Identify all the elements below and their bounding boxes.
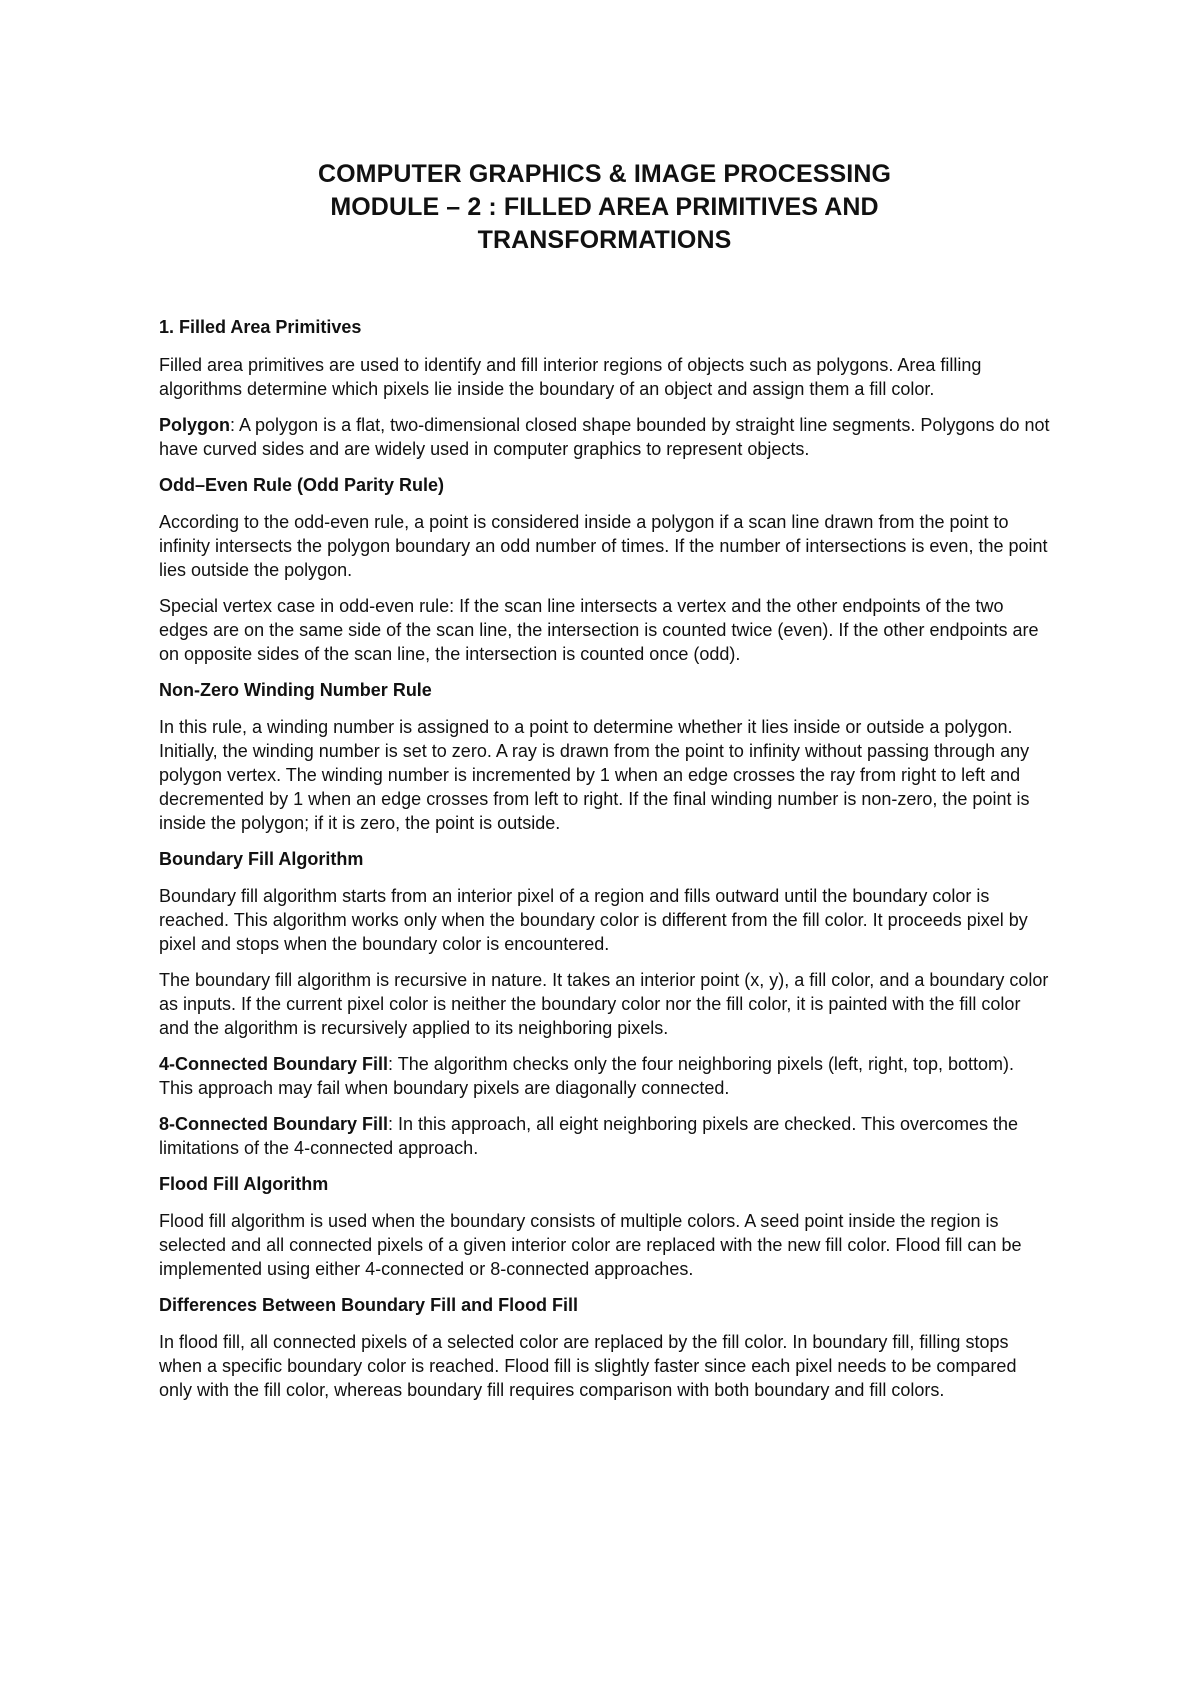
polygon-definition: : A polygon is a flat, two-dimensional closed shape bounded by straight line segments. Polygons do not have curved sides and are widely used in computer graphics to represent objects.	[159, 415, 1050, 459]
paragraph-boundary-fill-recursive: The boundary fill algorithm is recursive in nature. It takes an interior point (x, y), a fill color, and a boundary color as inputs. If the current pixel color is neither the boundary color nor the fill color, it is painted with the fill color and the algorithm is recursively applied to its neighboring pixels.	[159, 970, 1049, 1038]
paragraph-boundary-fill-intro: Boundary fill algorithm starts from an interior pixel of a region and fills outward until the boundary color is reached. This algorithm works only when the boundary color is different from the fill color. It proceeds pixel by pixel and stops when the boundary color is encountered.	[159, 886, 1028, 954]
paragraph-four-connected	[159, 1052, 1050, 1100]
paragraph-differences: In flood fill, all connected pixels of a selected color are replaced by the fill color. In boundary fill, filling stops when a specific boundary color is reached. Flood fill is slightly faster since each pixel needs to be compared only with the fill color, whereas boundary fill requires comparison with both boundary and fill colors.	[159, 1332, 1017, 1400]
paragraph-filled-area-intro: Filled area primitives are used to identify and fill interior regions of objects such as polygons. Area filling algorithms determine which pixels lie inside the boundary of an object and assign them a fill color.	[159, 355, 982, 399]
paragraph-odd-even-rule: According to the odd-even rule, a point is considered inside a polygon if a scan line drawn from the point to infinity intersects the polygon boundary an odd number of times. If the number of intersections is even, the point lies outside the polygon.	[159, 512, 1048, 580]
paragraph-odd-even-vertex-case: Special vertex case in odd-even rule: If the scan line intersects a vertex and the other endpoints of the two edges are on the same side of the scan line, the intersection is counted twice (even). If the other endpoints are on opposite sides of the scan line, the intersection is counted once (odd).	[159, 596, 1039, 664]
section-heading-differences: Differences Between Boundary Fill and Flood Fill	[159, 1295, 579, 1315]
title-line-1: COMPUTER GRAPHICS & IMAGE PROCESSING	[317, 160, 892, 188]
section-heading-boundary-fill: Boundary Fill Algorithm	[159, 849, 364, 869]
term-polygon: Polygon	[159, 415, 230, 435]
four-connected-definition: : The algorithm checks only the four neighboring pixels (left, right, top, bottom). This approach may fail when boundary pixels are diagonally connected.	[159, 1054, 1015, 1098]
section-heading-flood-fill: Flood Fill Algorithm	[159, 1174, 329, 1194]
term-four-connected: 4-Connected Boundary Fill	[159, 1054, 389, 1074]
paragraph-non-zero-rule: In this rule, a winding number is assigned to a point to determine whether it lies inside or outside a polygon. Initially, the winding number is set to zero. A ray is drawn from the point to infinity without passing through any polygon vertex. The winding number is incremented by 1 when an edge crosses the ray from right to left and decremented by 1 when an edge crosses from left to right. If the final winding number is non-zero, the point is inside the polygon; if it is zero, the point is outside.	[159, 717, 1030, 833]
document-title	[159, 158, 1050, 257]
title-line-3: TRANSFORMATIONS	[477, 226, 732, 254]
term-eight-connected: 8-Connected Boundary Fill	[159, 1114, 389, 1134]
section-heading-filled-area: 1. Filled Area Primitives	[159, 317, 362, 337]
paragraph-eight-connected	[159, 1112, 1050, 1160]
section-heading-non-zero: Non-Zero Winding Number Rule	[159, 680, 432, 700]
title-line-2: MODULE – 2 : FILLED AREA PRIMITIVES AND	[330, 193, 879, 221]
paragraph-polygon	[159, 413, 1050, 461]
paragraph-flood-fill: Flood fill algorithm is used when the boundary consists of multiple colors. A seed point inside the region is selected and all connected pixels of a given interior color are replaced with the new fill color. Flood fill can be implemented using either 4-connected or 8-connected approaches.	[159, 1211, 1022, 1279]
eight-connected-definition: : In this approach, all eight neighboring pixels are checked. This overcomes the limitations of the 4-connected approach.	[159, 1114, 1019, 1158]
section-heading-odd-even: Odd–Even Rule (Odd Parity Rule)	[159, 475, 445, 495]
